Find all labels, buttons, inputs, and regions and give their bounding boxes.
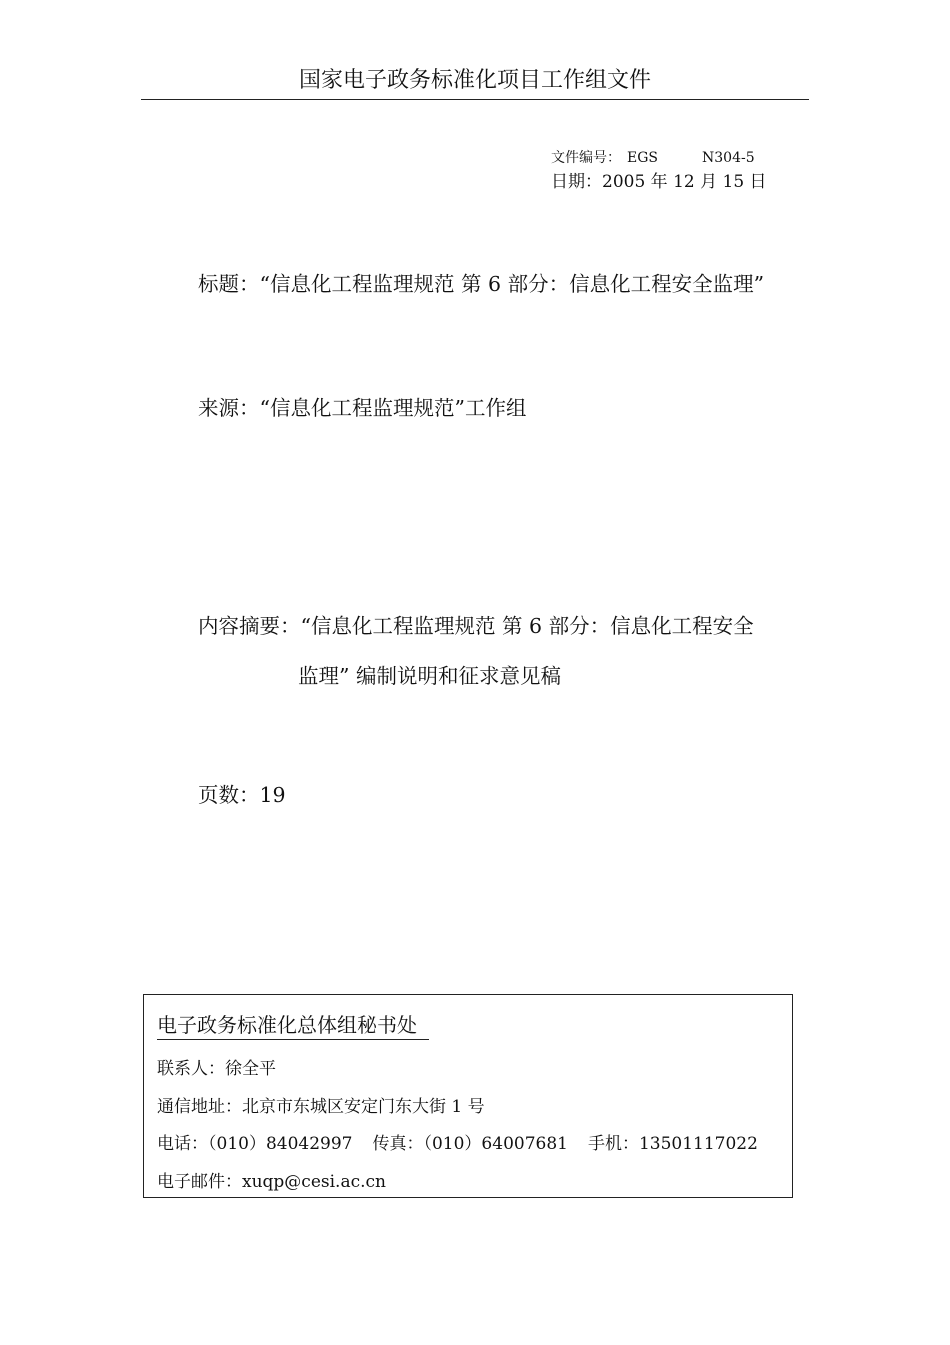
contact-box xyxy=(143,994,793,1198)
field-summary-continued: 监理” 编制说明和征求意见稿 xyxy=(298,664,561,688)
document-number-label: 文件编号： xyxy=(551,150,621,166)
document-number xyxy=(551,148,755,168)
header-divider xyxy=(141,99,809,100)
contact-fax: 传真：（010）64007681 xyxy=(372,1134,568,1154)
contact-phone-row xyxy=(157,1132,758,1156)
contact-mobile: 手机：13501117022 xyxy=(587,1134,758,1154)
field-page-count: 页数：19 xyxy=(198,783,286,807)
field-summary: 内容摘要：“信息化工程监理规范 第 6 部分：信息化工程安全 xyxy=(198,614,754,638)
field-source: 来源：“信息化工程监理规范”工作组 xyxy=(198,396,527,420)
document-header-title: 国家电子政务标准化项目工作组文件 xyxy=(298,68,651,93)
contact-address: 通信地址：北京市东城区安定门东大街 1 号 xyxy=(157,1097,485,1117)
contact-phone: 电话：（010）84042997 xyxy=(157,1134,353,1154)
document-number-series: N304-5 xyxy=(702,150,755,166)
contact-organization: 电子政务标准化总体组秘书处 xyxy=(157,1011,429,1040)
document-number-prefix: EGS xyxy=(627,150,658,166)
contact-email: 电子邮件：xuqp@cesi.ac.cn xyxy=(157,1172,386,1192)
contact-person: 联系人：徐全平 xyxy=(157,1059,276,1079)
document-date: 日期：2005 年 12 月 15 日 xyxy=(551,172,767,192)
field-title: 标题：“信息化工程监理规范 第 6 部分：信息化工程安全监理” xyxy=(198,272,765,296)
